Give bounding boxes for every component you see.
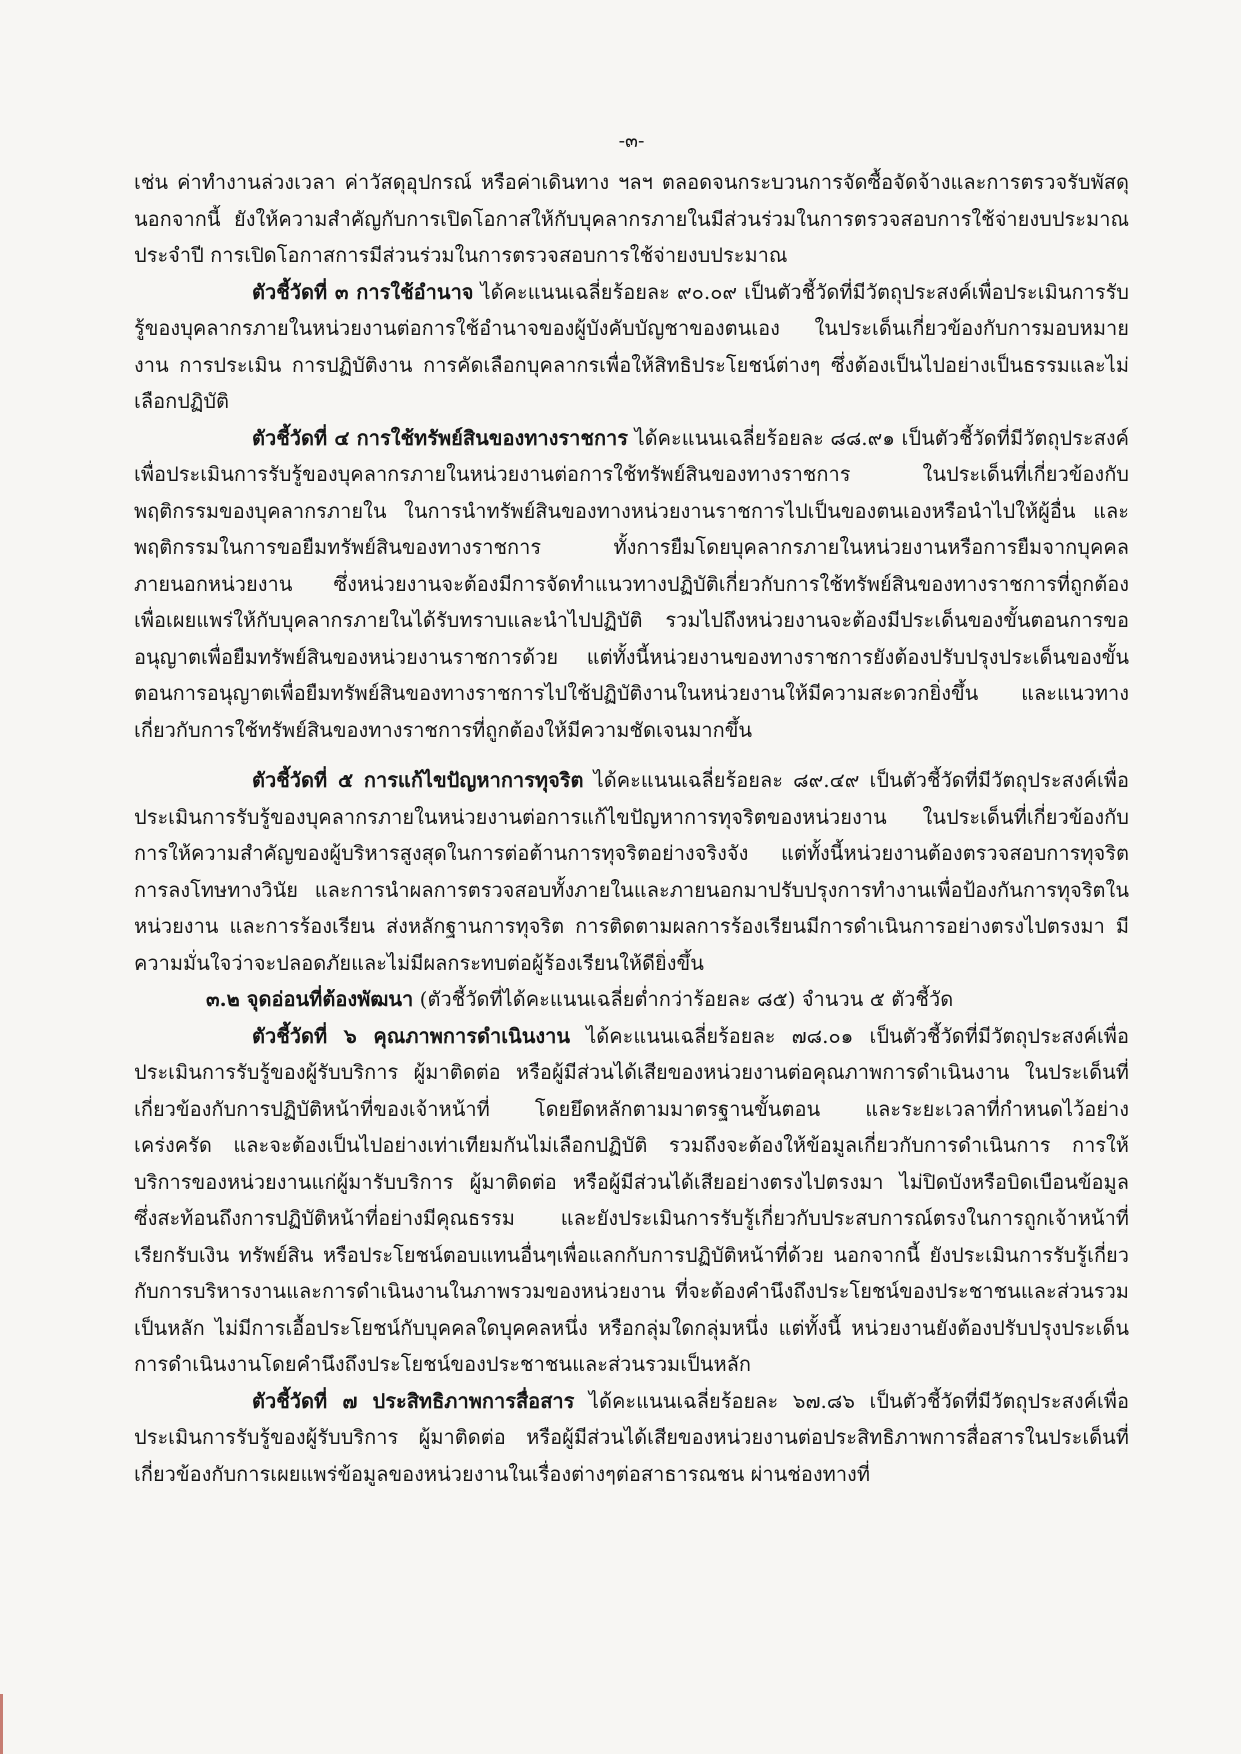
paragraph-indicator-4 xyxy=(134,420,1129,749)
paragraph-indicator-3 xyxy=(134,274,1129,420)
indicator-3-text: ได้คะแนนเฉลี่ยร้อยละ ๙๐.๐๙ เป็นตัวชี้วัดที่มีวัตถุประสงค์เพื่อประเมินการรับรู้ของบุคลากรภายในหน่วยงานต่อการใช้อำนาจของผู้บังคับบัญชาของตนเอง ในประเด็นเกี่ยวข้องกับการมอบหมายงาน การประเมิน การปฏิบัติงาน การคัดเลือกบุคลากรเพื่อให้สิทธิประโยชน์ต่างๆ ซึ่งต้องเป็นไปอย่างเป็นธรรมและไม่เลือกปฏิบัติ xyxy=(134,279,1130,413)
section-3-2-text: (ตัวชี้วัดที่ได้คะแนนเฉลี่ยต่ำกว่าร้อยละ ๘๕) จำนวน ๕ ตัวชี้วัด xyxy=(413,987,954,1011)
indicator-7-heading: ตัวชี้วัดที่ ๗ ประสิทธิภาพการสื่อสาร xyxy=(252,1388,575,1413)
indicator-5-heading: ตัวชี้วัดที่ ๕ การแก้ไขปัญหาการทุจริต xyxy=(252,768,584,792)
indicator-4-text: ได้คะแนนเฉลี่ยร้อยละ ๘๘.๙๑ เป็นตัวชี้วัดที่มีวัตถุประสงค์เพื่อประเมินการรับรู้ของบุคลากรภายในหน่วยงานต่อการใช้ทรัพย์สินของทางราชการ ในประเด็นที่เกี่ยวข้องกับพฤติกรรมของบุคลากรภายใน ในการนำทรัพย์สินของทางหน่วยงานราชการไปเป็นของตนเองหรือนำไปให้ผู้อื่น และพฤติกรรมในการขอยืมทรัพย์สินของทางราชการ ทั้งการยืมโดยบุคลากรภายในหน่วยงานหรือการยืมจากบุคคลภายนอกหน่วยงาน ซึ่งหน่วยงานจะต้องมีการจัดทำแนวทางปฏิบัติเกี่ยวกับการใช้ทรัพย์สินของทางราชการที่ถูกต้อง เพื่อเผยแพร่ให้กับบุคลากรภายในได้รับทราบและนำไปปฏิบัติ รวมไปถึงหน่วยงานจะต้องมีประเด็นของขั้นตอนการขออนุญาตเพื่อยืมทรัพย์สินของหน่วยงานราชการด้วย แต่ทั้งนี้หน่วยงานของทางราชการยังต้องปรับปรุงประเด็นของขั้นตอนการอนุญาตเพื่อยืมทรัพย์สินของทางราชการไปใช้ปฏิบัติงานในหน่วยงานให้มีความสะดวกยิ่งขึ้น และแนวทางเกี่ยวกับการใช้ทรัพย์สินของทางราชการที่ถูกต้องให้มีความชัดเจนมากขึ้น xyxy=(134,425,1129,742)
paragraph-indicator-7 xyxy=(134,1383,1129,1493)
indicator-4-heading: ตัวชี้วัดที่ ๔ การใช้ทรัพย์สินของทางราชการ xyxy=(252,425,629,450)
indicator-7-text: ได้คะแนนเฉลี่ยร้อยละ ๖๗.๘๖ เป็นตัวชี้วัดที่มีวัตถุประสงค์เพื่อประเมินการรับรู้ของผู้รับบริการ ผู้มาติดต่อ หรือผู้มีส่วนได้เสียของหน่วยงานต่อประสิทธิภาพการสื่อสารในประเด็นที่เกี่ยวข้องกับการเผยแพร่ข้อมูลของหน่วยงานในเรื่องต่างๆต่อสาธารณชน ผ่านช่องทางที่ xyxy=(134,1388,1130,1486)
indicator-3-heading: ตัวชี้วัดที่ ๓ การใช้อำนาจ xyxy=(252,279,474,304)
indicator-6-heading: ตัวชี้วัดที่ ๖ คุณภาพการดำเนินงาน xyxy=(252,1023,571,1048)
paragraph-indicator-6 xyxy=(134,1018,1129,1383)
paragraph-continuation xyxy=(134,164,1129,274)
section-3-2-heading: ๓.๒ จุดอ่อนที่ต้องพัฒนา xyxy=(206,987,414,1011)
section-weakness-heading xyxy=(134,981,1129,1018)
page-edge-mark xyxy=(0,1694,3,1754)
indicator-6-text: ได้คะแนนเฉลี่ยร้อยละ ๗๘.๐๑ เป็นตัวชี้วัดที่มีวัตถุประสงค์เพื่อประเมินการรับรู้ของผู้รับบริการ ผู้มาติดต่อ หรือผู้มีส่วนได้เสียของหน่วยงานต่อคุณภาพการดำเนินงาน ในประเด็นที่เกี่ยวข้องกับการปฏิบัติหน้าที่ของเจ้าหน้าที่ โดยยึดหลักตามมาตรฐานขั้นตอน และระยะเวลาที่กำหนดไว้อย่างเคร่งครัด และจะต้องเป็นไปอย่างเท่าเทียมกันไม่เลือกปฏิบัติ รวมถึงจะต้องให้ข้อมูลเกี่ยวกับการดำเนินการ การให้บริการของหน่วยงานแก่ผู้มารับบริการ ผู้มาติดต่อ หรือผู้มีส่วนได้เสียอย่างตรงไปตรงมา ไม่ปิดบังหรือบิดเบือนข้อมูล ซึ่งสะท้อนถึงการปฏิบัติหน้าที่อย่างมีคุณธรรม และยังประเมินการรับรู้เกี่ยวกับประสบการณ์ตรงในการถูกเจ้าหน้าที่เรียกรับเงิน ทรัพย์สิน หรือประโยชน์ตอบแทนอื่นๆเพื่อแลกกับการปฏิบัติหน้าที่ด้วย นอกจากนี้ ยังประเมินการรับรู้เกี่ยวกับการบริหารงานและการดำเนินงานในภาพรวมของหน่วยงาน ที่จะต้องคำนึงถึงประโยชน์ของประชาชนและส่วนรวมเป็นหลัก ไม่มีการเอื้อประโยชน์กับบุคคลใดบุคคลหนึ่ง หรือกลุ่มใดกลุ่มหนึ่ง แต่ทั้งนี้ หน่วยงานยังต้องปรับปรุงประเด็นการดำเนินงานโดยคำนึงถึงประโยชน์ของประชาชนและส่วนรวมเป็นหลัก xyxy=(134,1023,1129,1376)
page-number: -๓- xyxy=(618,130,645,152)
paragraph-indicator-5 xyxy=(134,762,1129,981)
indicator-5-text: ได้คะแนนเฉลี่ยร้อยละ ๘๙.๔๙ เป็นตัวชี้วัดที่มีวัตถุประสงค์เพื่อประเมินการรับรู้ของบุคลากรภายในหน่วยงานต่อการแก้ไขปัญหาการทุจริตของหน่วยงาน ในประเด็นที่เกี่ยวข้องกับการให้ความสำคัญของผู้บริหารสูงสุดในการต่อต้านการทุจริตอย่างจริงจัง แต่ทั้งนี้หน่วยงานต้องตรวจสอบการทุจริต การลงโทษทางวินัย และการนำผลการตรวจสอบทั้งภายในและภายนอกมาปรับปรุงการทำงานเพื่อป้องกันการทุจริตในหน่วยงาน และการร้องเรียน ส่งหลักฐานการทุจริต การติดตามผลการร้องเรียนมีการดำเนินการอย่างตรงไปตรงมา มีความมั่นใจว่าจะปลอดภัยและไม่มีผลกระทบต่อผู้ร้องเรียนให้ดียิ่งขึ้น xyxy=(134,768,1129,975)
paragraph-text: เช่น ค่าทำงานล่วงเวลา ค่าวัสดุอุปกรณ์ หรือค่าเดินทาง ฯลฯ ตลอดจนกระบวนการจัดซื้อจัดจ้างและการตรวจรับพัสดุ นอกจากนี้ ยังให้ความสำคัญกับการเปิดโอกาสให้กับบุคลากรภายในมีส่วนร่วมในการตรวจสอบการใช้จ่ายงบประมาณประจำปี การเปิดโอกาสการมีส่วนร่วมในการตรวจสอบการใช้จ่ายงบประมาณ xyxy=(134,170,1129,267)
